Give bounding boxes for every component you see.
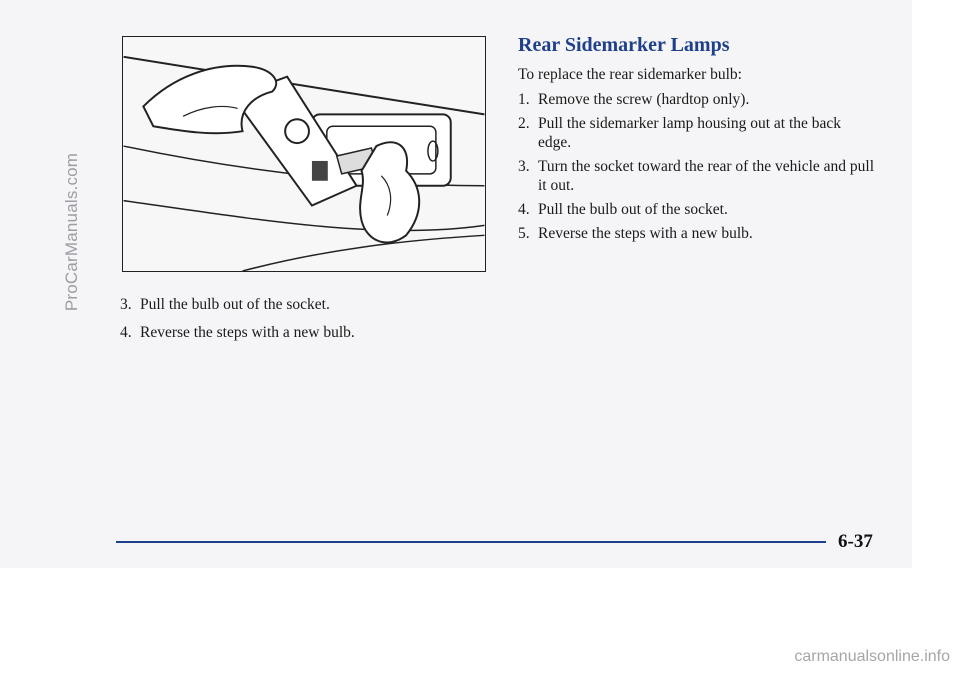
section-intro: To replace the rear sidemarker bulb:	[518, 66, 742, 83]
steps-list	[518, 90, 878, 248]
list-item	[120, 323, 480, 342]
step-text: Turn the socket toward the rear of the vehicle and pull it out.	[538, 158, 875, 194]
step-number: 1.	[518, 91, 530, 108]
step-text: Remove the screw (hardtop only).	[538, 91, 750, 108]
list-item	[518, 114, 878, 152]
section-heading: Rear Sidemarker Lamps	[518, 34, 730, 56]
list-item	[518, 157, 878, 195]
list-item	[518, 200, 878, 219]
step-number: 3.	[518, 158, 530, 175]
step-text: Pull the bulb out of the socket.	[140, 296, 330, 313]
footer-rule	[116, 541, 826, 543]
step-number: 2.	[518, 115, 530, 132]
left-steps-list	[120, 295, 480, 351]
page-number: 6-37	[838, 531, 873, 552]
list-item	[518, 90, 878, 109]
step-text: Reverse the steps with a new bulb.	[140, 324, 355, 341]
list-item	[518, 224, 878, 243]
step-text: Pull the bulb out of the socket.	[538, 201, 728, 218]
bottom-watermark: carmanualsonline.info	[794, 648, 950, 665]
step-number: 3.	[120, 296, 132, 313]
sidemarker-lamp-illustration	[122, 36, 486, 272]
step-number: 5.	[518, 225, 530, 242]
step-number: 4.	[120, 324, 132, 341]
step-text: Reverse the steps with a new bulb.	[538, 225, 753, 242]
step-text: Pull the sidemarker lamp housing out at the back edge.	[538, 115, 842, 151]
side-watermark: ProCarManuals.com	[62, 152, 81, 312]
hand-removing-lamp-drawing	[123, 37, 485, 271]
step-number: 4.	[518, 201, 530, 218]
list-item	[120, 295, 480, 314]
